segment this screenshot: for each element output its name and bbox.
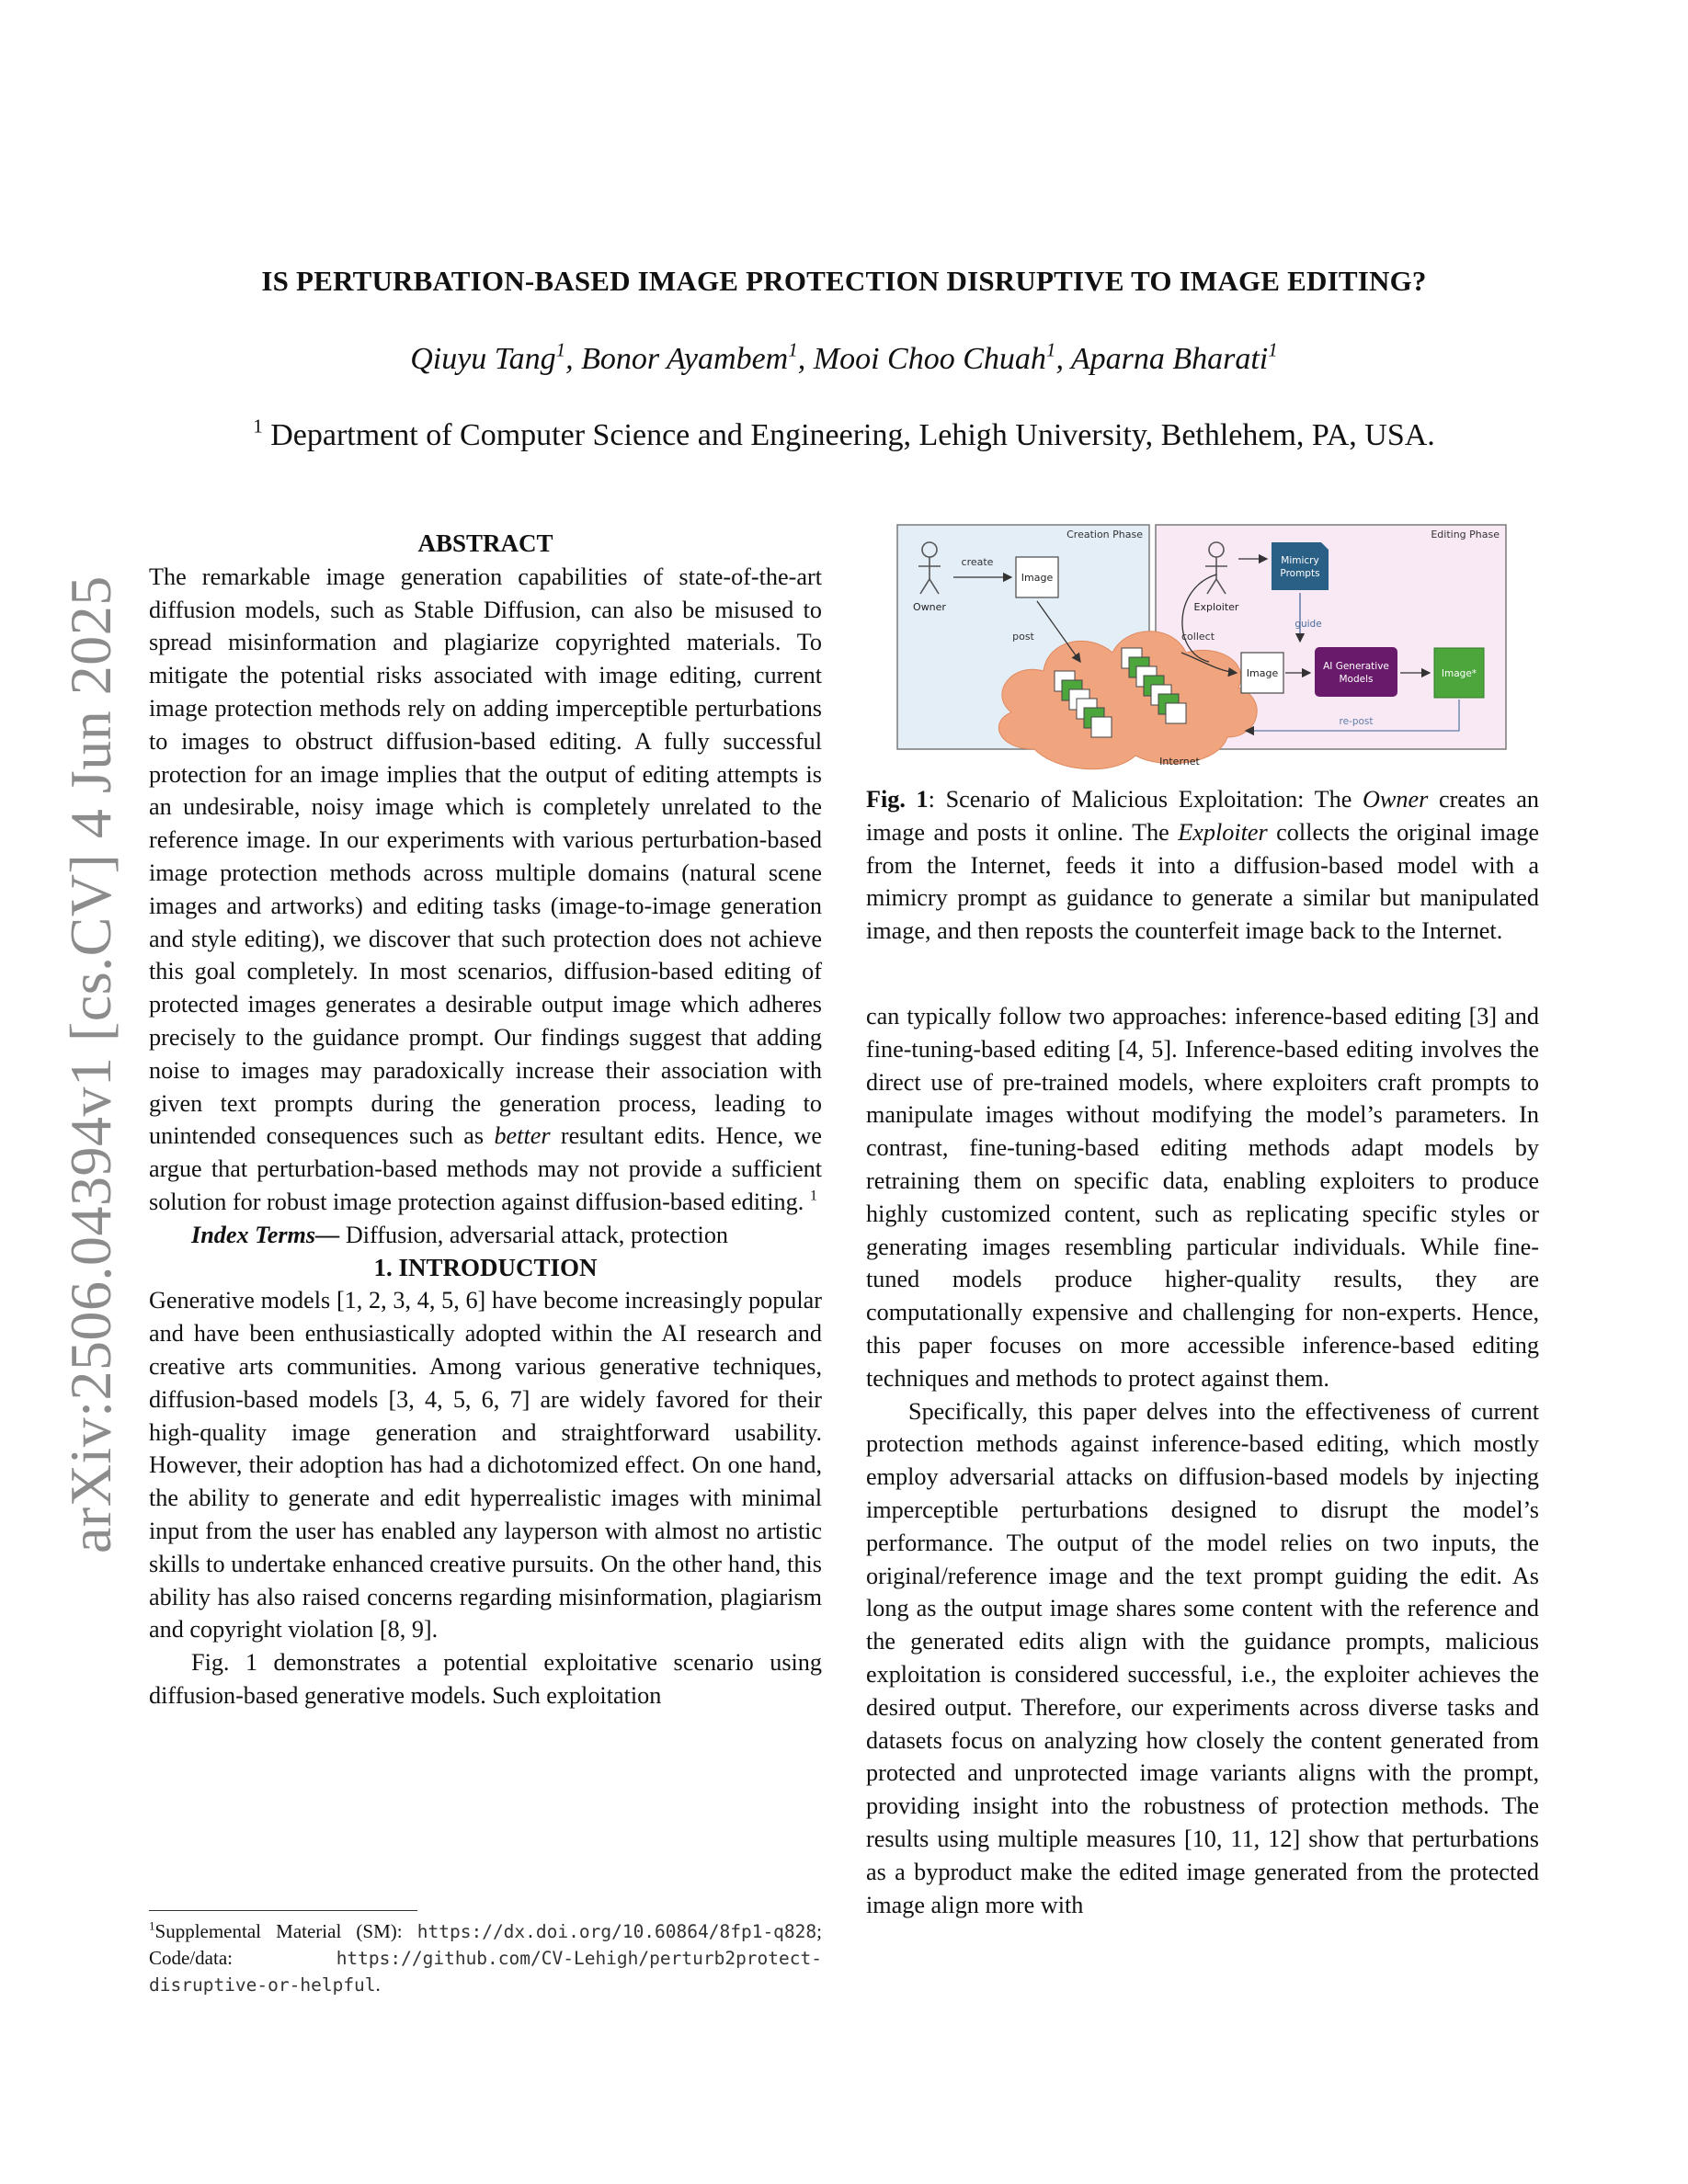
create-arrow-label: create xyxy=(961,556,994,568)
affiliation-mark: 1 xyxy=(1268,338,1278,361)
footnote xyxy=(149,1910,822,1998)
affiliation-mark: 1 xyxy=(555,338,566,361)
affiliation xyxy=(0,415,1688,453)
author-list xyxy=(0,338,1688,377)
owner-image-label: Image xyxy=(1021,572,1054,584)
footnote-label: Supplemental Material (SM): xyxy=(154,1920,417,1942)
paper-title: IS PERTURBATION-BASED IMAGE PROTECTION DISRUPTIVE TO IMAGE EDITING? xyxy=(261,265,1427,297)
repost-arrow-label: re-post xyxy=(1339,716,1374,727)
author-name: Qiuyu Tang xyxy=(410,342,556,376)
footnote-mark: 1 xyxy=(149,1918,155,1933)
mimicry-prompts-line-2: Prompts xyxy=(1280,568,1320,579)
caption-text: Scenario of Malicious Exploitation: The xyxy=(945,786,1363,813)
left-column xyxy=(149,528,822,1712)
right-column xyxy=(866,1000,1539,1921)
collect-arrow-label: collect xyxy=(1180,631,1215,643)
intro-paragraph-2-start: Fig. 1 demonstrates a potential exploitative scenario using diffusion-based generative models. Such exploitation xyxy=(149,1649,822,1709)
ai-models-line-2: Models xyxy=(1339,674,1374,685)
code-data-link[interactable]: https://github.com/CV-Lehigh/perturb2protect-disruptive-or-helpful xyxy=(149,1948,822,1996)
author-name: Mooi Choo Chuah xyxy=(813,342,1046,376)
affiliation-mark: 1 xyxy=(1045,338,1056,361)
caption-label: Fig. 1 xyxy=(866,786,929,813)
author-name: Aparna Bharati xyxy=(1070,342,1269,376)
introduction-heading: 1. INTRODUCTION xyxy=(373,1253,598,1281)
internet-label: Internet xyxy=(1159,756,1200,768)
affiliation-text: Department of Computer Science and Engineering, Lehigh University, Bethlehem, PA, USA. xyxy=(270,418,1435,452)
abstract-heading: ABSTRACT xyxy=(417,529,553,557)
affiliation-mark: 1 xyxy=(253,415,263,438)
index-terms-label: Index Terms— xyxy=(191,1221,340,1248)
intro-paragraph-3: Specifically, this paper delves into the effectiveness of current protection methods against inference-based editing, which mostly employ adversarial attacks on diffusion-based models by injecting imperceptible perturbations designed to disrupt the model’s performance. The output of the model relies on two inputs, the original/reference image and the text prompt guiding the edit. As long as the output image shares some content with the reference and the generated edits align with the guidance prompts, malicious exploitation is considered successful, i.e., the exploiter achieves the desired output. Therefore, our experiments across diverse tasks and datasets focus on analyzing how closely the content generated from protected and unprotected image variants aligns with the prompt, providing insight into the robustness of protection methods. The results using multiple measures [10, 11, 12] show that perturbations as a byproduct make the edited image generated from the protected image align more with xyxy=(866,1397,1539,1918)
creation-phase-label: Creation Phase xyxy=(1066,529,1143,540)
mimicry-prompts-box xyxy=(1272,542,1329,590)
owner-label: Owner xyxy=(913,601,946,613)
abstract-text-part: The remarkable image generation capabilities of state-of-the-art diffusion models, such as Stable Diffusion, can also be misused to spread misinformation and plagiarize copyrighted materials. To mitigate the potential risks associated with image editing, current image protection methods rely on adding imperceptible perturbations to images to obstruct diffusion-based editing. A fully successful protection for an image implies that the output of editing attempts is an undesirable, noisy image which is completely unrelated to the reference image. In our experiments with various perturbation-based image protection methods across multiple domains (natural scene images and artworks) and editing tasks (image-to-image generation and style editing), we discover that such protection does not achieve this goal completely. In most scenarios, diffusion-based editing of protected images generates a desirable output image which adheres precisely to the guidance prompt. Our findings suggest that adding noise to images may paradoxically increase their association with given text prompts during the generation process, leading to unintended consequences such as xyxy=(149,563,822,1150)
supplemental-material-link[interactable]: https://dx.doi.org/10.60864/8fp1-q828 xyxy=(416,1921,817,1942)
exploitation-scenario-diagram xyxy=(896,524,1508,779)
author-name: Bonor Ayambem xyxy=(581,342,789,376)
index-terms-list: Diffusion, adversarial attack, protection xyxy=(339,1221,729,1248)
collected-image-label: Image xyxy=(1246,667,1279,679)
caption-text: creates an image and posts it online. The xyxy=(866,786,1539,846)
guide-arrow-label: guide xyxy=(1295,619,1322,630)
footnote-separator: ; Code/data: xyxy=(149,1920,822,1969)
footnote-rule xyxy=(149,1910,417,1911)
author-separator: , xyxy=(565,342,582,376)
footnote-mark: 1 xyxy=(809,1187,817,1204)
abstract-emphasis: better xyxy=(494,1122,551,1150)
caption-colon: : xyxy=(928,786,946,813)
author-separator: , xyxy=(797,342,814,376)
index-terms xyxy=(149,1219,822,1252)
post-arrow-label: post xyxy=(1012,631,1034,643)
ai-models-line-1: AI Generative xyxy=(1323,661,1389,672)
figure-1-caption xyxy=(866,783,1539,948)
author-separator: , xyxy=(1055,342,1071,376)
intro-paragraph-2-continued: can typically follow two approaches: inference-based editing [3] and fine-tuning-based editing [4, 5]. Inference-based editing involves the direct use of pre-trained models, where exploiters craft prompts to manipulate images without modifying the model’s parameters. In contrast, fine-tuning-based editing methods adapt models by retraining them on specific data, enabling exploiters to produce highly customized content, such as replicating specific styles or generating images resembling particular individuals. While fine-tuned models produce higher-quality results, they are computationally expensive and challenging for non-experts. Hence, this paper focuses on more accessible inference-based editing techniques and methods to protect against them. xyxy=(866,1003,1539,1392)
figure-1 xyxy=(896,524,1508,779)
ai-generative-models-box xyxy=(1315,647,1397,697)
exploiter-label: Exploiter xyxy=(1193,601,1239,613)
mimicry-prompts-line-1: Mimicry xyxy=(1281,555,1319,566)
footnote-end: . xyxy=(375,1974,381,1996)
output-image-label: Image* xyxy=(1441,668,1477,679)
arxiv-identifier: arXiv:2506.04394v1 [cs.CV] 4 Jun 2025 xyxy=(58,575,123,1553)
abstract-text-part: resultant edits. Hence, we argue that perturbation-based methods may not provide a sufficient solution for robust image protection against diffusion-based editing. xyxy=(149,1122,822,1215)
affiliation-mark: 1 xyxy=(788,338,798,361)
caption-exploiter-term: Exploiter xyxy=(1178,818,1268,846)
abstract-text xyxy=(149,561,822,1219)
footnote-text xyxy=(149,1920,822,1996)
caption-text: collects the original image from the Internet, feeds it into a diffusion-based model with a mimicry prompt as guidance to generate a similar but manipulated image, and then reposts the counterfeit image back to the Internet. xyxy=(866,818,1539,945)
editing-phase-label: Editing Phase xyxy=(1431,529,1500,540)
intro-paragraph-1: Generative models [1, 2, 3, 4, 5, 6] have become increasingly popular and have been enthusiastically adopted within the AI research and creative arts communities. Among various generative techniques, diffusion-based models [3, 4, 5, 6, 7] are widely favored for their high-quality image generation and straightforward usability. However, their adoption has had a dichotomized effect. On one hand, the ability to generate and edit hyperrealistic images with minimal input from the user has enabled any layperson with almost no artistic skills to undertake enhanced creative pursuits. On the other hand, this ability has also raised concerns regarding misinformation, plagiarism and copyright violation [8, 9]. xyxy=(149,1287,822,1644)
caption-owner-term: Owner xyxy=(1363,786,1429,813)
